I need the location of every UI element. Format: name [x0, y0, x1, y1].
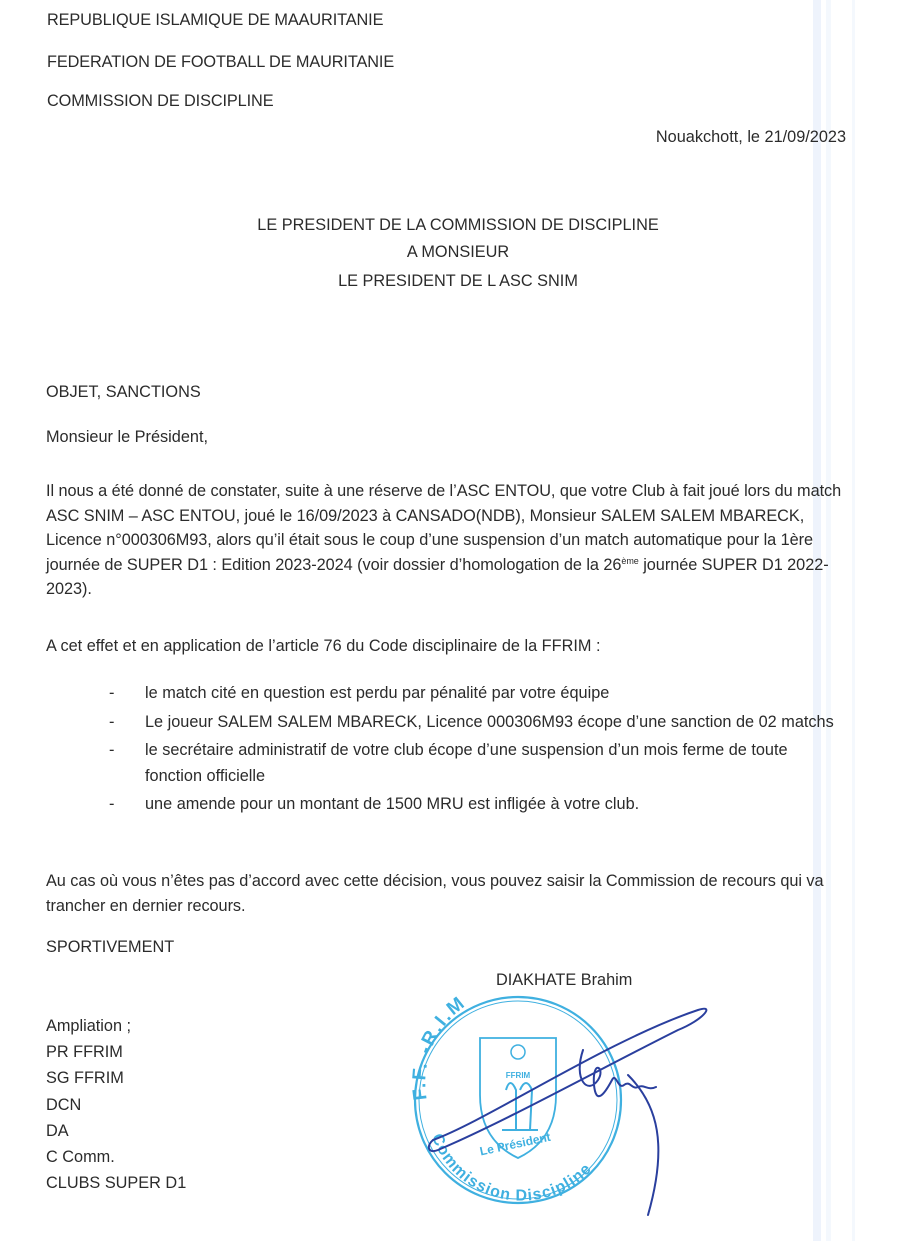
- header-country: REPUBLIQUE ISLAMIQUE DE MAAURITANIE: [47, 11, 384, 29]
- header-commission: COMMISSION DE DISCIPLINE: [47, 92, 274, 110]
- stamp-crest-text: FFRIM: [505, 1071, 531, 1080]
- stamp-role-text: Le Président: [478, 1129, 552, 1159]
- sanction-text: une amende pour un montant de 1500 MRU est infligée à votre club.: [145, 795, 640, 813]
- recourse-text: Au cas où vous n’êtes pas d’accord avec cette décision, vous pouvez saisir la Commission de recours qui va trancher en dernier recours.: [46, 872, 824, 915]
- bullet-dash: -: [109, 684, 115, 702]
- body-p1-text: Il nous a été donné de constater, suite à une réserve de l’ASC ENTOU, que votre Club à fait joué lors du match ASC SNIM – ASC ENTOU, joué le 16/09/2023 à CANSADO(NDB), Monsieur SALEM SALEM MBARECK, Licence n°000306M93, alors qu’il était sous le coup d’une suspension d’un match automatique pour la 1ère journée de SUPER D1 : Edition 2023-2024 (voir dossier d’homologation de la 26: [46, 482, 842, 574]
- sanction-item: [109, 710, 849, 736]
- body-paragraph-3: [46, 869, 876, 918]
- scan-artifact: [813, 0, 821, 1241]
- crest-star-icon: [511, 1045, 525, 1059]
- bullet-dash: -: [109, 741, 115, 759]
- closing: SPORTIVEMENT: [46, 938, 175, 956]
- body-paragraph-1: [46, 479, 856, 602]
- stamp-top-path: F.F. -R.I.M: [409, 992, 471, 1102]
- bullet-dash: -: [109, 795, 115, 813]
- ampliation-recipient: C Comm.: [46, 1148, 115, 1167]
- body-paragraph-2: A cet effet et en application de l’article 76 du Code disciplinaire de la FFRIM :: [46, 637, 601, 655]
- addressee-line-2: A MONSIEUR: [406, 243, 510, 261]
- signature-loop: [429, 1009, 707, 1151]
- addressee-line-1: LE PRESIDENT DE LA COMMISSION DE DISCIPLINE: [257, 216, 659, 234]
- bullet-dash: -: [109, 712, 115, 731]
- ampliation-block: [46, 1013, 186, 1196]
- ampliation-recipient: CLUBS SUPER D1: [46, 1174, 187, 1193]
- body-p1-end: journée SUPER D1 2022-2023).: [46, 555, 829, 598]
- sanctions-list: [109, 681, 849, 821]
- sanction-text: Le joueur SALEM SALEM MBARECK, Licence 000306M93 écope d’une sanction de 02 matchs: [145, 712, 834, 731]
- header-federation: FEDERATION DE FOOTBALL DE MAURITANIE: [47, 53, 395, 71]
- ampliation-recipient: DA: [46, 1121, 69, 1140]
- scan-artifact: [852, 0, 855, 1241]
- place-date: Nouakchott, le 21/09/2023: [655, 128, 846, 146]
- ampliation-recipient: SG FFRIM: [46, 1069, 124, 1088]
- sanction-item: [109, 681, 849, 707]
- ampliation-title: Ampliation ;: [46, 1017, 132, 1035]
- signature-tail: [628, 1075, 658, 1215]
- ampliation-recipient: DCN: [46, 1095, 82, 1114]
- stamp-bottom-path: Commission Discipline: [428, 1131, 596, 1205]
- sanction-text: le match cité en question est perdu par pénalité par votre équipe: [145, 684, 610, 702]
- addressee-line-3: LE PRESIDENT DE L ASC SNIM: [338, 272, 578, 290]
- sanction-text: le secrétaire administratif de votre club écope d’une suspension d’un mois ferme de toute fonction officielle: [145, 741, 788, 785]
- superscript: ème: [621, 555, 639, 566]
- sanction-item: [109, 738, 849, 789]
- subject: OBJET, SANCTIONS: [46, 383, 201, 401]
- official-stamp-and-signature: [398, 980, 718, 1220]
- ampliation-recipient: PR FFRIM: [46, 1043, 123, 1062]
- sanction-item: [109, 792, 849, 818]
- stamp-top-text: [409, 992, 470, 1101]
- scan-artifact: [826, 0, 831, 1241]
- signatory-name: DIAKHATE Brahim: [496, 971, 633, 989]
- salutation: Monsieur le Président,: [46, 428, 208, 446]
